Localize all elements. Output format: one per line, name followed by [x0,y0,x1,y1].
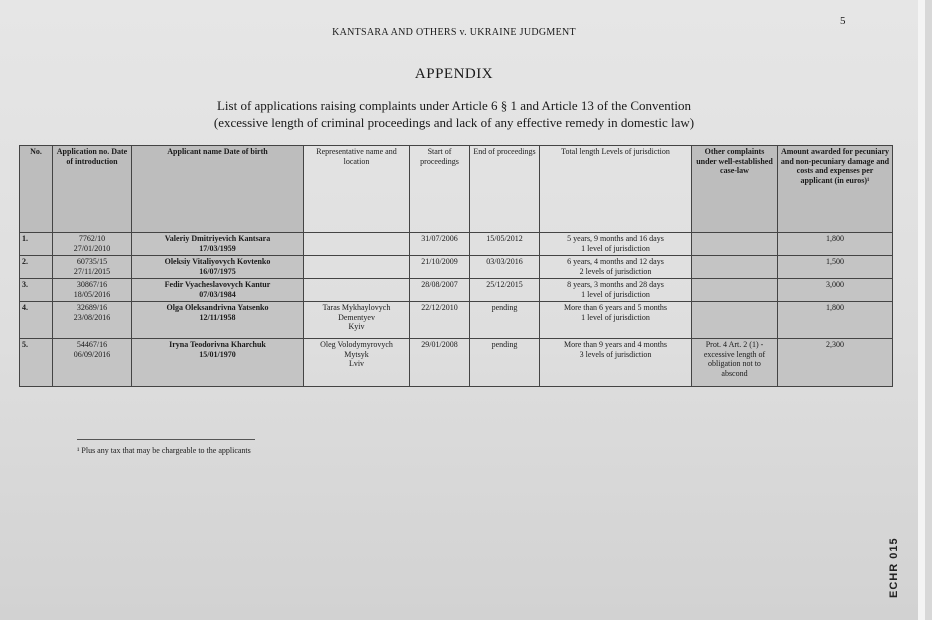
representative-city: Lviv [348,359,365,369]
header-other: Other complaints under well-established case-law [692,146,778,233]
page-number: 5 [840,15,846,27]
application-number: 54467/16 [76,340,108,349]
cell-other [692,279,778,302]
application-number: 7762/10 [78,234,106,243]
applicant-dob: 15/01/1970 [199,349,236,359]
header-applicant: Applicant name Date of birth [132,146,304,233]
cell-start: 29/01/2008 [410,339,470,387]
cell-no: 3. [20,279,53,302]
application-date: 27/01/2010 [73,243,111,253]
cell-applicant [132,279,304,302]
representative-name: Oleg Volodymyrovych [320,340,393,349]
cell-amount: 3,000 [778,279,893,302]
cell-application [53,233,132,256]
applicant-name: Oleksiy Vitaliyovych Kovtenko [164,257,271,266]
cell-representative [304,302,410,339]
application-date: 27/11/2015 [73,266,111,276]
cell-end: 15/05/2012 [470,233,540,256]
applicant-name: Fedir Vyacheslavovych Kantur [164,280,271,289]
cell-end: pending [470,302,540,339]
application-number: 32689/16 [76,303,108,312]
cell-application [53,256,132,279]
cell-end: 25/12/2015 [470,279,540,302]
cell-representative [304,256,410,279]
length-total: More than 6 years and 5 months [563,303,668,312]
cell-no: 1. [20,233,53,256]
application-date: 06/09/2016 [73,349,111,359]
length-levels: 2 levels of jurisdiction [579,266,652,276]
cell-length [540,302,692,339]
cell-length [540,279,692,302]
cell-applicant [132,302,304,339]
length-levels: 1 level of jurisdiction [581,289,650,299]
application-number: 30867/16 [76,280,108,289]
header-representative: Representative name and location [304,146,410,233]
footnote: ¹ Plus any tax that may be chargeable to the applicants [77,446,251,455]
table-row [20,302,893,339]
table-row [20,233,893,256]
header-application: Application no. Date of introduction [53,146,132,233]
header-no: No. [20,146,53,233]
table-row [20,279,893,302]
cell-no: 4. [20,302,53,339]
representative-surname: Dementyev [338,312,375,322]
length-total: More than 9 years and 4 months [563,340,668,349]
cell-no: 5. [20,339,53,387]
cell-application [53,302,132,339]
length-levels: 3 levels of jurisdiction [579,349,652,359]
cell-start: 22/12/2010 [410,302,470,339]
cell-application [53,339,132,387]
cell-length [540,233,692,256]
applicant-dob: 07/03/1984 [199,289,236,299]
cell-no: 2. [20,256,53,279]
application-number: 60735/15 [76,257,108,266]
cell-representative [304,339,410,387]
representative-name: Taras Mykhaylovych [322,303,391,312]
cell-amount: 1,800 [778,233,893,256]
page-edge [918,0,925,620]
application-date: 23/08/2016 [73,312,111,322]
length-levels: 1 level of jurisdiction [581,312,650,322]
applicant-dob: 16/07/1975 [199,266,236,276]
applicant-dob: 17/03/1959 [199,243,236,253]
subtitle-line-2: (excessive length of criminal proceedings and lack of any effective remedy in domestic law) [213,115,695,130]
applicant-name: Iryna Teodorivna Kharchuk [169,340,266,349]
length-levels: 1 level of jurisdiction [581,243,650,253]
header-end: End of proceedings [470,146,540,233]
cell-start: 21/10/2009 [410,256,470,279]
cell-start: 31/07/2006 [410,233,470,256]
cell-start: 28/08/2007 [410,279,470,302]
length-total: 6 years, 4 months and 12 days [567,257,664,266]
cell-applicant [132,256,304,279]
cell-other [692,302,778,339]
cell-end: pending [470,339,540,387]
cell-other [692,256,778,279]
footnote-divider [77,439,255,440]
cell-representative [304,233,410,256]
representative-city: Kyiv [348,322,365,332]
cell-amount: 1,500 [778,256,893,279]
table-header-row [20,146,893,233]
cell-end: 03/03/2016 [470,256,540,279]
cell-amount: 2,300 [778,339,893,387]
applicant-name: Valeriy Dmitriyevich Kantsara [164,234,271,243]
table-row [20,256,893,279]
page-title: APPENDIX [414,66,494,82]
header-length: Total length Levels of jurisdiction [540,146,692,233]
cell-length [540,256,692,279]
cell-other [692,233,778,256]
cell-amount: 1,800 [778,302,893,339]
cell-applicant [132,233,304,256]
cell-length [540,339,692,387]
length-total: 8 years, 3 months and 28 days [567,280,664,289]
table-row [20,339,893,387]
cell-other: Prot. 4 Art. 2 (1) - excessive length of obligation not to abscond [692,339,778,387]
applicant-dob: 12/11/1958 [199,312,236,322]
application-date: 18/05/2016 [73,289,111,299]
length-total: 5 years, 9 months and 16 days [567,234,664,243]
cell-representative [304,279,410,302]
cell-applicant [132,339,304,387]
representative-surname: Mytsyk [344,349,369,359]
subtitle-line-1: List of applications raising complaints under Article 6 § 1 and Article 13 of the Convention [216,98,692,113]
header-start: Start of proceedings [410,146,470,233]
applicant-name: Olga Oleksandrivna Yatsenko [166,303,269,312]
applications-table [19,145,893,387]
cell-application [53,279,132,302]
header-amount: Amount awarded for pecuniary and non-pecuniary damage and costs and expenses per applicant (in euros)¹ [778,146,893,233]
running-header: KANTSARA AND OTHERS v. UKRAINE JUDGMENT [332,27,576,38]
stamp: ECHR 015 [888,537,900,599]
